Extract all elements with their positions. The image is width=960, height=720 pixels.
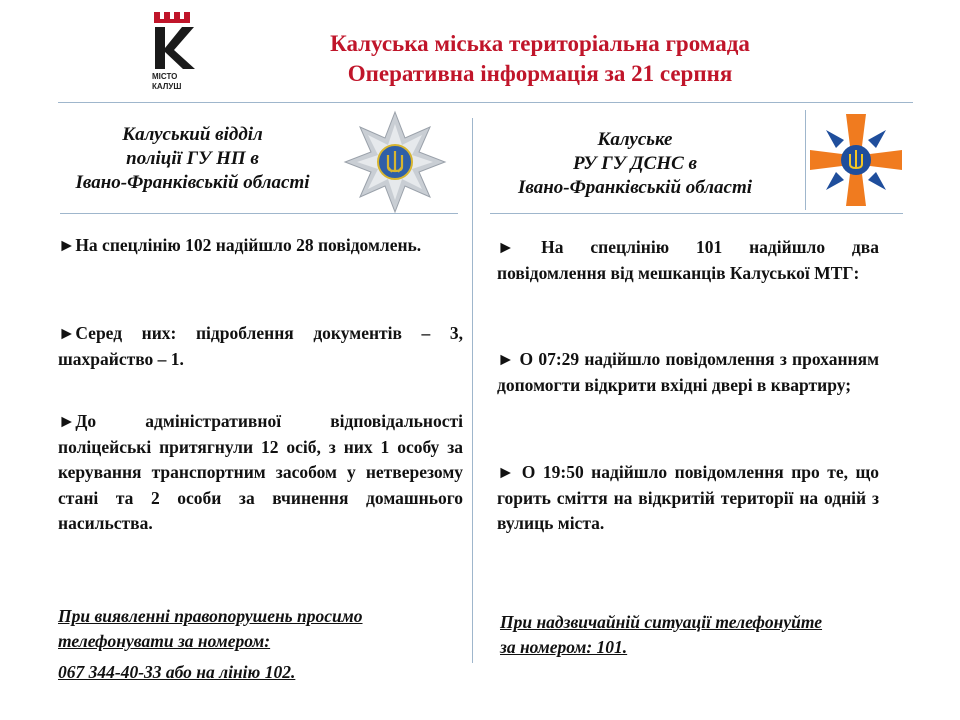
- dsns-item-2-text: ► О 07:29 надійшло повідомлення з проханням допомогти відкрити вхідні двері в квартиру;: [497, 349, 879, 395]
- police-dept-line3: Івано-Франківській області: [75, 172, 310, 193]
- city-logo: [150, 10, 200, 98]
- dsns-item-3: [497, 460, 879, 537]
- police-department-title: [50, 123, 335, 195]
- dsns-item-1: [497, 235, 879, 286]
- police-item-2: [58, 321, 463, 372]
- dsns-contact-line1: При надзвичайній ситуації телефонуйте: [500, 612, 823, 632]
- police-dept-line2: поліції ГУ НП в: [126, 148, 259, 169]
- page-title-line2: Оперативна інформація за 21 серпня: [347, 61, 733, 86]
- dsns-department-title: [490, 128, 780, 200]
- police-contact-line2: телефонувати за номером:: [58, 631, 271, 651]
- police-contact-phone: 067 344-40-33 або на лінію 102.: [58, 662, 296, 682]
- dsns-item-2: [497, 347, 879, 398]
- police-header-underline: [60, 213, 458, 214]
- dsns-dept-line1: Калуське: [597, 129, 673, 150]
- dsns-header-underline: [490, 213, 903, 214]
- dsns-item-3-text: ► О 19:50 надійшло повідомлення про те, що горить сміття на відкритій території на одній з вулиць міста.: [497, 462, 879, 533]
- column-divider: [472, 118, 473, 663]
- dsns-contact-line2: за номером: 101.: [500, 637, 628, 657]
- police-star-trident-icon: [340, 110, 450, 214]
- dsns-dept-line2: РУ ГУ ДСНС в: [572, 153, 698, 174]
- header-divider: [58, 102, 913, 103]
- police-item-1: [58, 233, 463, 259]
- police-dept-line1: Калуський відділ: [122, 124, 263, 145]
- dsns-dept-line3: Івано-Франківській області: [517, 177, 753, 198]
- dsns-emblem: [805, 110, 904, 210]
- logo-text-kalush: КАЛУШ: [152, 82, 182, 91]
- dsns-item-1-text: ► На спецлінію 101 надійшло два повідомлення від мешканців Калуської МТГ:: [497, 237, 879, 283]
- police-item-1-text: ►На спецлінію 102 надійшло 28 повідомлень.: [58, 235, 422, 255]
- page-title-line1: Калуська міська територіальна громада: [330, 31, 750, 56]
- police-emblem: [340, 110, 450, 214]
- police-item-3: [58, 409, 463, 537]
- logo-text-misto: МІСТО: [152, 72, 178, 81]
- police-contact-line1: При виявленні правопорушень просимо: [58, 606, 363, 626]
- dsns-cross-trident-icon: [806, 110, 904, 210]
- police-item-3-text: ►До адміністративної відповідальності поліцейські притягнули 12 осіб, з них 1 особу за керування транспортним засобом у нетверезому стані та 2 особи за вчинення домашнього насильства.: [58, 411, 463, 533]
- police-item-2-text: ►Серед них: підроблення документів – 3, шахрайство – 1.: [58, 323, 463, 369]
